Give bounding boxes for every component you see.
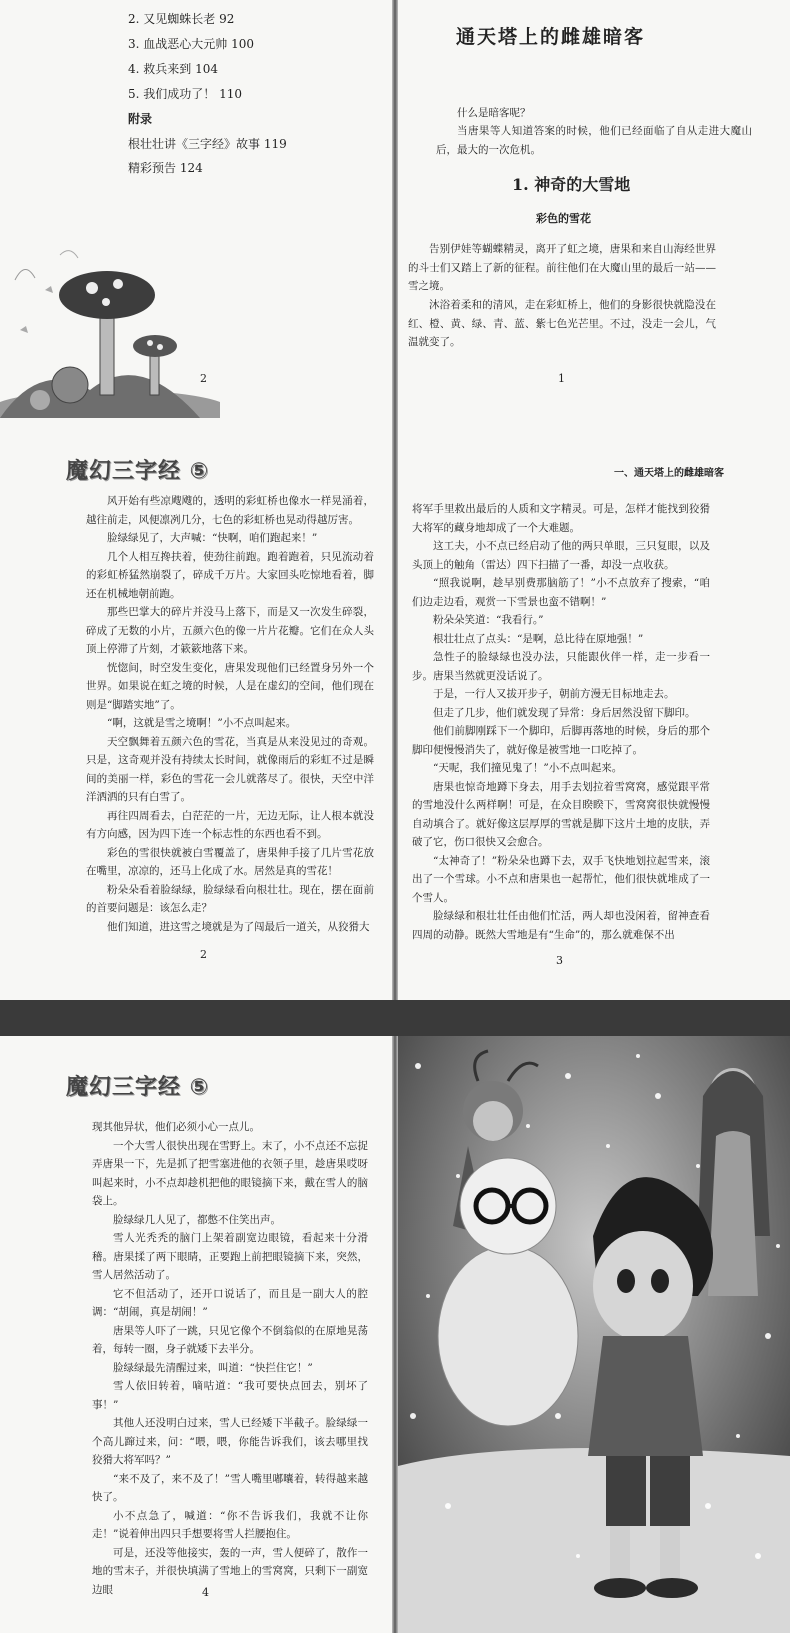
series-logo: 魔幻三字经 ⑤ [66,1075,210,1100]
body-paragraph: 但走了几步，他们就发现了异常：身后居然没留下脚印。 [433,706,696,719]
section-title: 1. 神奇的大雪地 [512,175,631,194]
body-paragraph: 一个大雪人很快出现在雪野上。末了，小不点还不忘捉弄唐果一下，先是抓了把雪塞进他的衣领子里，趁唐果哎呀叫起来时，小不点却趁机把他的眼镜摘下来，戴在雪人的脑袋上。 [92,1139,368,1207]
body-paragraph: 这工夫，小不点已经启动了他的两只单眼，三只复眼，以及头顶上的触角（雷达）四下扫描了一番，却没一点收获。 [412,540,710,571]
body-paragraph: “太神奇了！”粉朵朵也蹲下去，双手飞快地划拉起雪来，滚出了一个雪球。小不点和唐果也一起帮忙，他们很快就堆成了一个雪人。 [412,854,710,904]
page-number: 2 [200,372,207,385]
chapter-opening-page [398,0,790,418]
body-paragraph: 风开始有些凉飕飕的，透明的彩虹桥也像水一样晃涌着，越往前走，风便凛冽几分，七色的彩虹桥也晃动得越厉害。 [86,495,374,526]
intro-paragraph: 什么是暗客呢？ [457,107,531,119]
story-page-3 [398,418,790,1000]
toc-page [0,0,392,418]
body-paragraph: 可是，还没等他接实，轰的一声，雪人便碎了，散作一地的雪末子，并很快填满了雪地上的雪窝窝，只剩下一副宽边眼 [92,1546,368,1596]
body-paragraph: 脸绿绿几人见了，都憋不住笑出声。 [113,1213,281,1226]
body-paragraph: 几个人相互搀扶着，使劲往前跑。跑着跑着，只见流动着的彩虹桥猛然崩裂了，碎成千万片。大家回头吃惊地看着，脚还在机械地朝前跑。 [86,550,374,600]
body-paragraph: 根壮壮点了点头：“是啊，总比待在原地强！” [433,632,644,645]
body-paragraph: “啊，这就是雪之境啊！”小不点叫起来。 [107,717,297,729]
body-paragraph: 他们知道，进这雪之境就是为了闯最后一道关，从狡猾大 [107,920,370,933]
snow-scene-illustration [398,1036,790,1633]
page-number: 4 [202,1586,209,1599]
body-paragraph: 唐果也惊奇地蹲下身去，用手去划拉着雪窝窝，感觉跟平常的雪地没什么两样啊！可是，在众目睽睽下，雪窝窝很快就慢慢自动填合了。就好像这层厚厚的雪就是脚下这片土地的皮肤，弄破了它，伤口很快又会愈合。 [412,780,710,848]
intro-paragraph: 当唐果等人知道答案的时候，他们已经面临了自从走进大魔山后，最大的一次危机。 [436,125,752,156]
body-paragraph: 现其他异状，他们必须小心一点儿。 [92,1121,260,1133]
toc-entry: 3. 血战恶心大元帅 100 [128,37,254,51]
running-head: 一、通天塔上的雌雄暗客 [614,468,724,479]
chapter-title: 通天塔上的雌雄暗客 [456,26,646,48]
series-logo: 魔幻三字经 ⑤ [66,459,210,484]
toc-entry: 5. 我们成功了！ 110 [128,87,242,101]
toc-entry: 精彩预告 124 [128,161,203,175]
body-paragraph: 小不点急了，喊道：“你不告诉我们，我就不让你走！”说着伸出四只手想要将雪人拦腰抱住。 [92,1509,368,1540]
body-paragraph: 雪人光秃秃的脑门上架着副宽边眼镜，看起来十分滑稽。唐果揉了两下眼睛，正要跑上前把眼镜摘下来，突然，雪人居然活动了。 [92,1232,368,1281]
body-paragraph: 脸绿绿最先清醒过来，叫道：“快拦住它！” [113,1361,313,1374]
body-paragraph: “照我说啊，趁早别费那脑筋了！”小不点放弃了搜索，“咱们边走边看，观赏一下雪景也蛮不错啊！” [412,577,710,608]
toc-entry: 2. 又见蜘蛛长老 92 [128,12,235,26]
body-paragraph: 告别伊娃等蝴蝶精灵，离开了虹之境，唐果和来自山海经世界的斗士们又踏上了新的征程。前往他们在大魔山里的最后一站——雪之境。 [408,243,716,292]
body-paragraph: 将军手里救出最后的人质和文字精灵。可是，怎样才能找到狡猾大将军的藏身地却成了一个大难题。 [412,503,710,534]
spread-2 [0,418,790,1000]
mushroom-illustration [0,240,220,418]
toc-entry: 4. 救兵来到 104 [128,62,218,76]
body-paragraph: 雪人依旧转着，嘀咕道：“我可要快点回去，别坏了事！” [92,1380,368,1411]
page-number: 2 [200,948,207,961]
body-paragraph: 急性子的脸绿绿也没办法，只能跟伙伴一样，走一步看一步。唐果当然就更没话说了。 [412,651,710,682]
page-body [412,500,710,944]
body-paragraph: 天空飘舞着五颜六色的雪花，当真是从来没见过的奇观。只是，这奇观并没有持续太长时间，就像雨后的彩虹不过是瞬间的美丽一样，彩色的雪花一会儿就落尽了。很快，天空中洋洋洒洒的只有白雪了。 [86,735,374,803]
spread-3 [0,1036,790,1633]
body-paragraph: 它不但活动了，还开口说话了，而且是一副大人的腔调：“胡闹，真是胡闹！” [92,1287,368,1318]
body-paragraph: 脸绿绿见了，大声喊：“快啊，咱们跑起来！” [107,532,318,544]
toc-appendix-heading: 附录 [128,112,153,126]
page-body [86,492,374,936]
page-number: 1 [558,372,565,385]
illustration-page [398,1036,790,1633]
body-paragraph: 于是，一行人又拔开步子，朝前方漫无目标地走去。 [433,688,675,700]
story-page-4 [0,1036,392,1633]
page-number: 3 [556,954,563,967]
body-paragraph: 脸绿绿和根壮壮任由他们忙活，两人却也没闲着，留神查看四周的动静。既然大雪地是有“生命”的，那么就难保不出 [412,910,710,941]
body-paragraph: 粉朵朵笑道：“我看行。” [433,614,544,626]
story-page-2 [0,418,392,1000]
body-paragraph: 彩色的雪很快就被白雪覆盖了，唐果伸手接了几片雪花放在嘴里，凉凉的，还马上化成了水。居然是真的雪花！ [86,846,374,877]
toc-entry: 根壮壮讲《三字经》故事 119 [128,137,287,151]
body-paragraph: 他们前脚刚踩下一个脚印，后脚再落地的时候，身后的那个脚印便慢慢消失了，就好像是被雪地一口吃掉了。 [412,725,710,756]
page-body [92,1118,368,1599]
spread-1 [0,0,790,418]
body-paragraph: “天呢，我们撞见鬼了！”小不点叫起来。 [433,762,623,774]
body-paragraph: 其他人还没明白过来，雪人已经矮下半截子。脸绿绿一个高儿蹿过来，问：“喂，喂，你能告诉我们，该去哪里找狡猾大将军吗？” [92,1417,368,1466]
body-paragraph: 再往四周看去，白茫茫的一片，无边无际，让人根本就没有方向感，因为四下连一个标志性的东西也看不到。 [86,809,374,840]
body-paragraph: 恍惚间，时空发生变化，唐果发现他们已经置身另外一个世界。如果说在虹之境的时候，人是在虚幻的空间，他们现在则是“脚踏实地”了。 [86,661,374,711]
body-paragraph: 唐果等人吓了一跳，只见它像个不倒翁似的在原地晃荡着，每转一圈，身子就矮下去半分。 [92,1324,368,1355]
body-paragraph: 那些巴掌大的碎片并没马上落下，而是又一次发生碎裂，碎成了无数的小片，五颜六色的像一片片花瓣。它们在众人头顶上停滞了片刻，才簌簌地落下来。 [86,606,374,655]
body-paragraph: 粉朵朵看着脸绿绿，脸绿绿看向根壮壮。现在，摆在面前的首要问题是：该怎么走？ [86,883,374,914]
subsection-title: 彩色的雪花 [536,212,591,225]
body-paragraph: 沐浴着柔和的清风，走在彩虹桥上，他们的身影很快就隐没在红、橙、黄、绿、青、蓝、紫七色光芒里。不过，没走一会儿，气温就变了。 [408,299,716,348]
body-paragraph: “来不及了，来不及了！”雪人嘴里嘟囔着，转得越来越快了。 [92,1472,368,1503]
